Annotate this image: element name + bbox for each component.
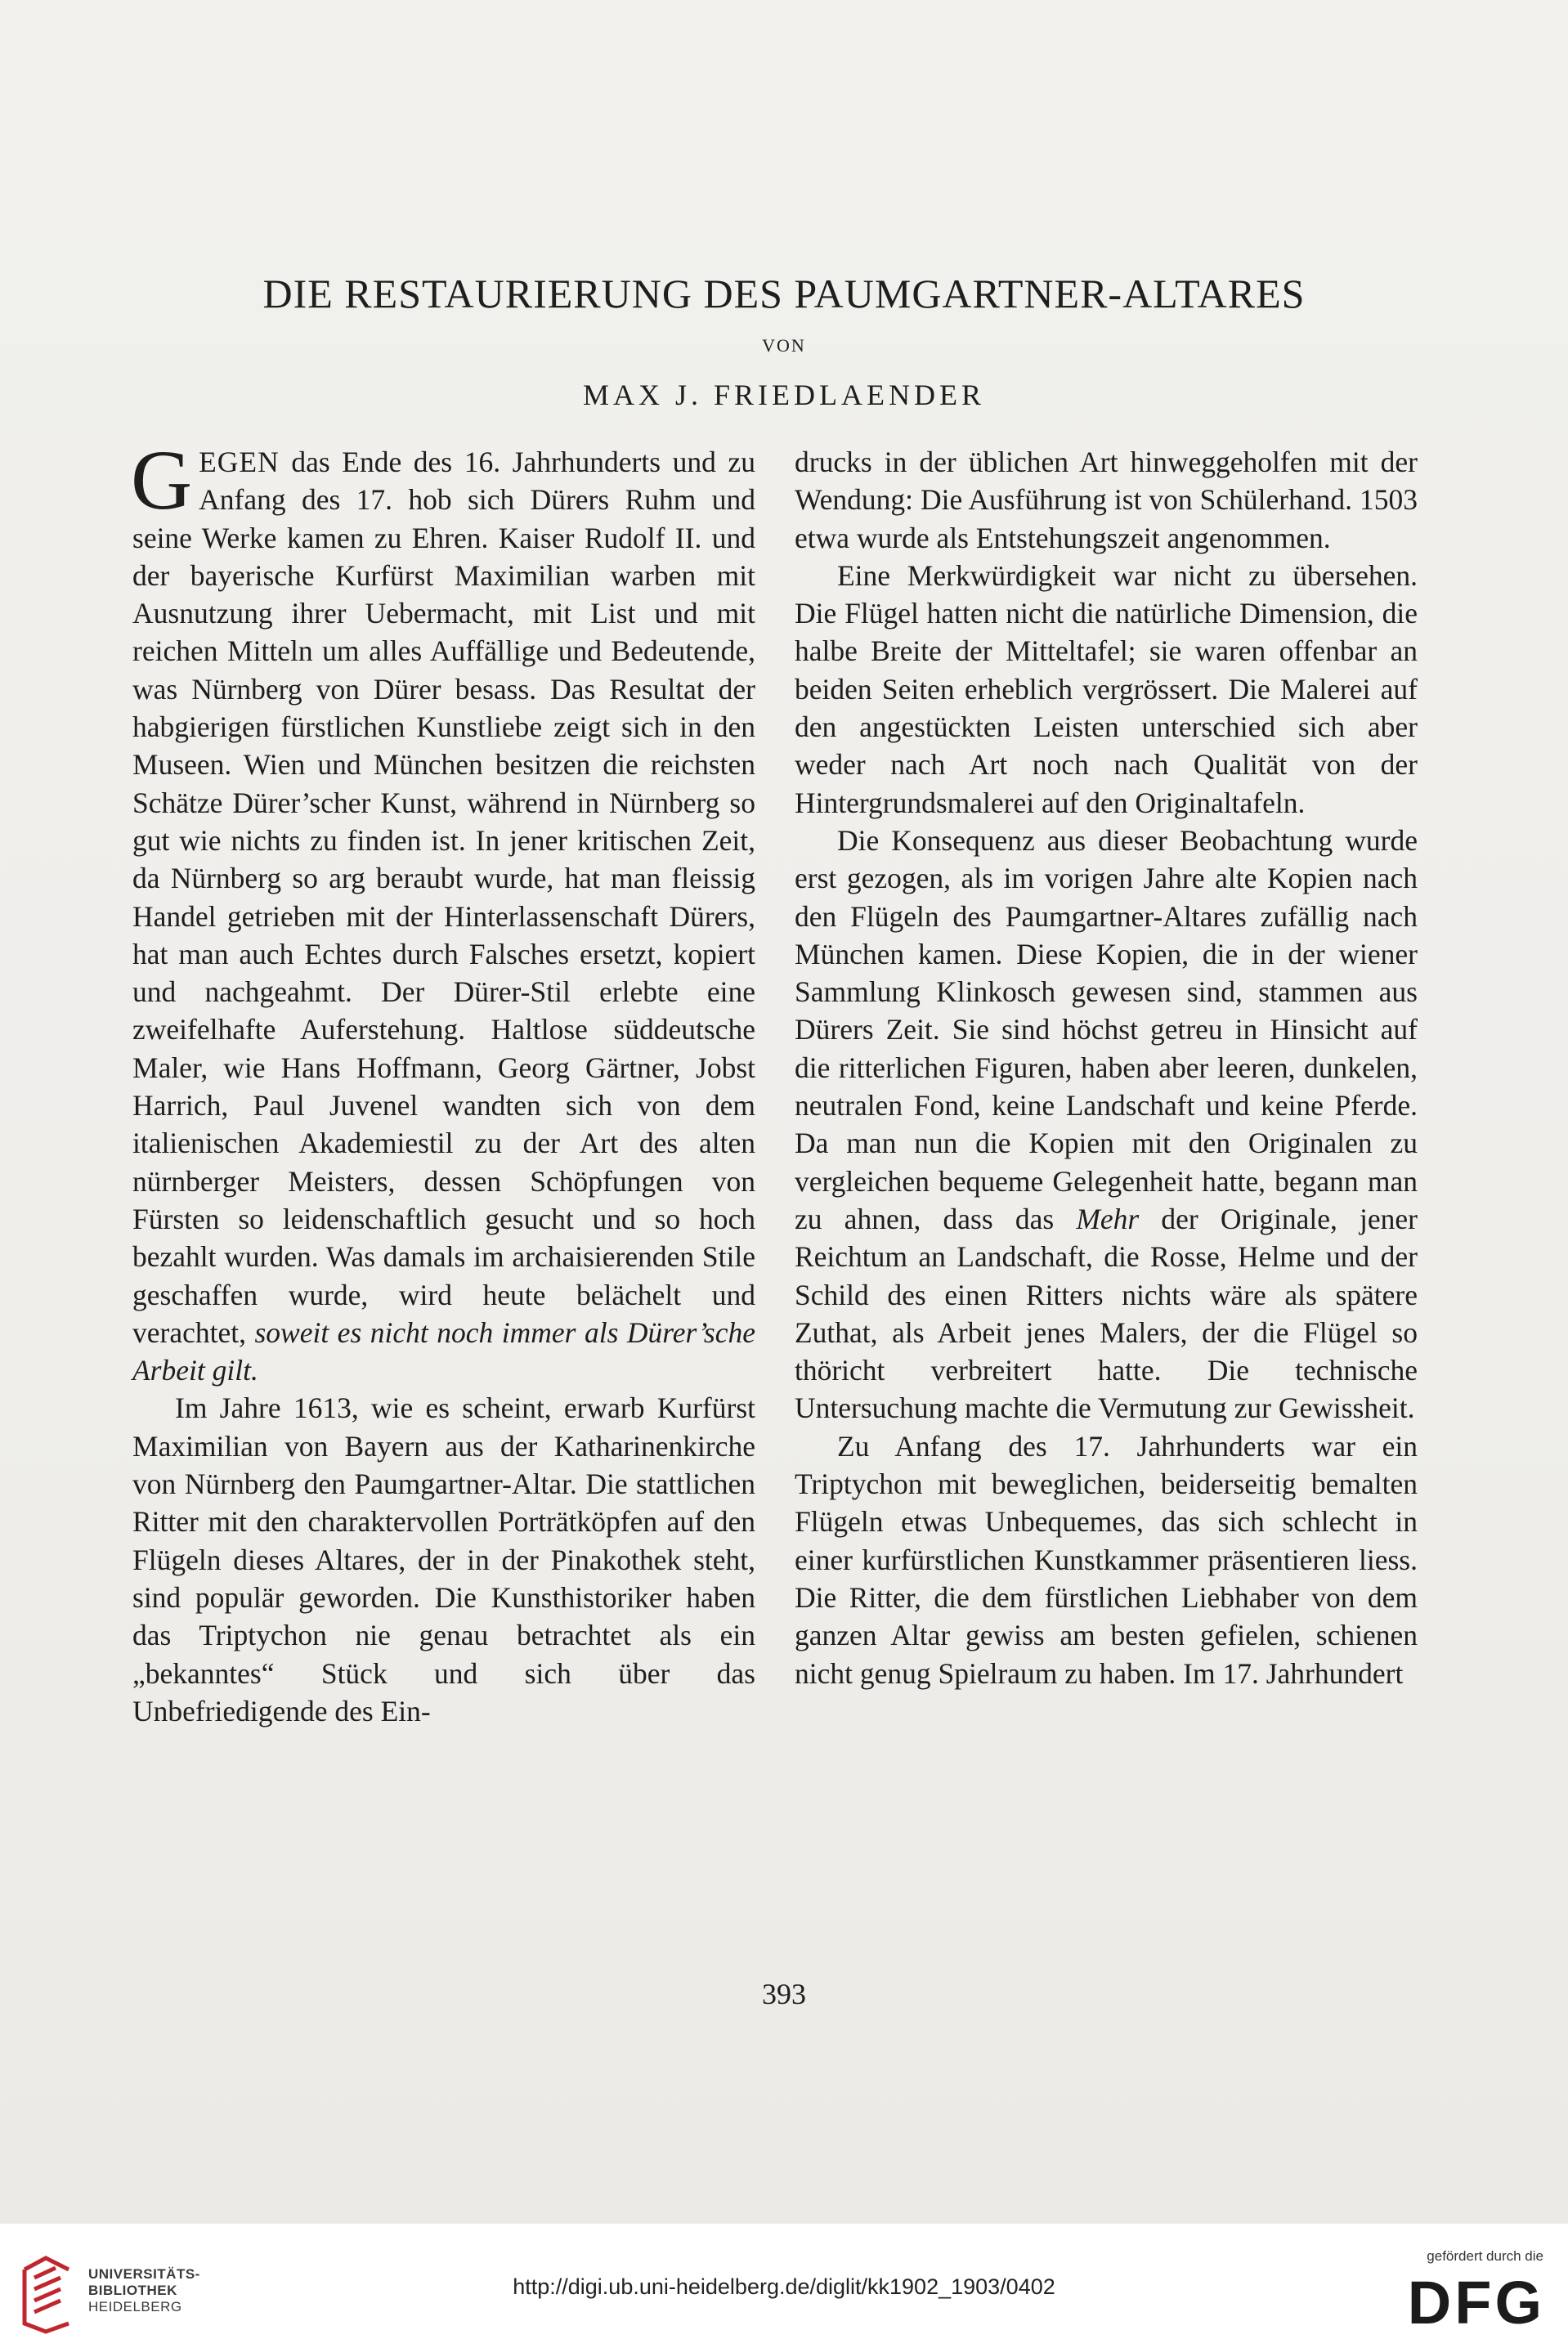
- paragraph: Eine Merkwürdigkeit war nicht zu übersehen. Die Flügel hatten nicht die natürliche Dimension, die halbe Breite der Mitteltafel; sie waren offenbar an beiden Seiten erheblich vergrössert. Die Malerei auf den angestückten Leisten unterschied sich aber weder nach Art noch nach Qualität von der Hintergrundsmalerei auf den Originaltafeln.: [795, 558, 1418, 819]
- paragraph-text: Die Konsequenz aus dieser Beobachtung wurde erst gezogen, als im vorigen Jahre alte Kopien nach den Flügeln des Paumgartner-Altares zufällig nach München kamen. Diese Kopien, die in der wiener Sammlung Klinkosch gewesen sind, stammen aus Dürers Zeit. Sie sind höchst getreu in Hinsicht auf die ritterlichen Figuren, haben aber leeren, dunkelen, neutralen Fond, keine Landschaft und keine Pferde. Da man nun die Kopien mit den Originalen zu vergleichen bequeme Gelegenheit hatte, begann man zu ahnen, dass das: [795, 823, 1418, 1235]
- library-line: BIBLIOTHEK: [88, 2283, 177, 2298]
- paragraph-text: der Originale, jener Reichtum an Landschaft, die Rosse, Helme und der Schild des einen Ritters nichts wäre als spätere Zuthat, als Arbeit jenes Malers, der die Flügel so thöricht verbreitert hatte. Die technische Untersuchung machte die Vermutung zur Gewissheit.: [795, 1202, 1418, 1425]
- italic-text: soweit es nicht noch immer als Dürer’sche Arbeit gilt.: [132, 1315, 755, 1387]
- funding-note: gefördert durch die: [1427, 2248, 1543, 2264]
- paragraph-text: das Ende des 16. Jahrhunderts und zu Anfang des 17. hob sich Dürers Ruhm und seine Werke kamen zu Ehren. Kaiser Rudolf II. und der bayerische Kurfürst Maximilian warben mit Ausnutzung ihrer Uebermacht, mit List und mit reichen Mitteln um alles Auffällige und Bedeutende, was Nürnberg von Dürer besass. Das Resultat der habgierigen fürstlichen Kunstliebe zeigt sich in den Museen. Wien und München besitzen die reichsten Schätze Dürer’scher Kunst, während in Nürnberg so gut wie nichts zu finden ist. In jener kritischen Zeit, da Nürnberg so arg beraubt wurde, hat man fleissig Handel getrieben mit der Hinterlassenschaft Dürers, hat man auch Echtes durch Falsches ersetzt, kopiert und nachgeahmt. Der Dürer-Stil erlebte eine zweifelhafte Auferstehung. Haltlose süddeutsche Maler, wie Hans Hoffmann, Georg Gärtner, Jobst Harrich, Paul Juvenel wandten sich von dem italienischen Akademiestil zu der Art des alten nürnberger Meisters, dessen Schöpfungen von Fürsten so leidenschaftlich gesucht und so hoch bezahlt wurden. Was damals im archaisierenden Stile geschaffen wurde, wird heute belächelt und verachtet,: [132, 446, 755, 1349]
- byline-von: VON: [762, 335, 806, 356]
- italic-text: Mehr: [1076, 1202, 1140, 1235]
- left-column: [131, 433, 755, 1730]
- small-caps-opening: EGEN: [199, 446, 280, 478]
- library-line: HEIDELBERG: [88, 2299, 182, 2314]
- paragraph: Zu Anfang des 17. Jahrhunderts war ein Triptychon mit beweglichen, beiderseitig bemalten Flügeln etwas Unbequemes, das sich schlecht in einer kurfürstlichen Kunstkammer präsentieren liess. Die Ritter, die dem fürstlichen Liebhaber von dem ganzen Altar gewiss am besten gefielen, schienen nicht genug Spielraum zu haben. Im 17. Jahrhundert: [795, 1429, 1418, 1690]
- page-number: 393: [762, 1978, 806, 2010]
- paragraph: [795, 822, 1418, 1427]
- right-column: [795, 443, 1418, 1692]
- article-title: DIE RESTAURIERUNG DES PAUMGARTNER-ALTARES: [262, 271, 1306, 316]
- author-name: MAX J. FRIEDLAENDER: [582, 379, 985, 411]
- paragraph: [131, 433, 755, 1389]
- drop-cap: G: [131, 433, 193, 527]
- library-line: UNIVERSITÄTS-: [88, 2266, 200, 2282]
- footer-bar: [0, 2224, 1568, 2348]
- dfg-logo: DFG: [1407, 2269, 1545, 2337]
- paragraph: drucks in der üblichen Art hinweggeholfen mit der Wendung: Die Ausführung ist von Schülerhand. 1503 etwa wurde als Entstehungszeit angenommen.: [795, 446, 1418, 554]
- source-url-link[interactable]: http://digi.ub.uni-heidelberg.de/diglit/kk1902_1903/0402: [513, 2274, 1055, 2299]
- paragraph: Im Jahre 1613, wie es scheint, erwarb Kurfürst Maximilian von Bayern aus der Katharinenkirche von Nürnberg den Paumgartner-Altar. Die stattlichen Ritter mit den charaktervollen Porträtköpfen auf den Flügeln dieses Altares, der in der Pinakothek steht, sind populär geworden. Die Kunsthistoriker haben das Triptychon nie genau betrachtet als ein „bekanntes“ Stück und sich über das Unbefriedigende des Ein-: [132, 1391, 755, 1727]
